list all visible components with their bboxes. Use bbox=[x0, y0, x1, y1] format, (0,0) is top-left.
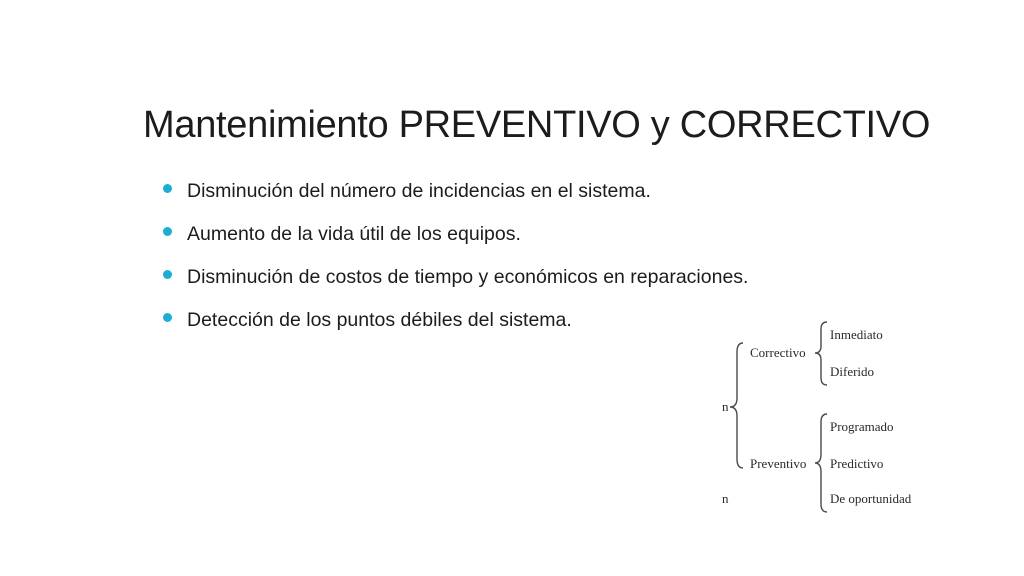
bullet-dot-icon bbox=[163, 184, 172, 193]
preventivo-child-de-oportunidad: De oportunidad bbox=[830, 491, 912, 506]
correctivo-brace bbox=[815, 322, 827, 385]
branch-label-preventivo: Preventivo bbox=[750, 456, 807, 471]
bullet-list bbox=[160, 174, 748, 346]
diagram-bottom-fragment: n bbox=[722, 491, 729, 506]
branch-label-correctivo: Correctivo bbox=[750, 345, 806, 360]
bullet-text: Aumento de la vida útil de los equipos. bbox=[187, 223, 521, 245]
bullet-dot-icon bbox=[163, 313, 172, 322]
preventivo-child-predictivo: Predictivo bbox=[830, 456, 884, 471]
bullet-item bbox=[160, 174, 748, 217]
bullet-item bbox=[160, 303, 748, 346]
maintenance-classification-diagram bbox=[712, 312, 952, 522]
preventivo-brace bbox=[815, 414, 827, 512]
bullet-text: Detección de los puntos débiles del sistema. bbox=[187, 309, 572, 331]
slide-title: Mantenimiento PREVENTIVO y CORRECTIVO bbox=[143, 104, 931, 146]
bullet-dot-icon bbox=[163, 227, 172, 236]
root-brace bbox=[730, 343, 743, 468]
bullet-item bbox=[160, 260, 748, 303]
bullet-text: Disminución del número de incidencias en el sistema. bbox=[187, 180, 651, 202]
correctivo-child-diferido: Diferido bbox=[830, 364, 875, 379]
correctivo-child-inmediato: Inmediato bbox=[830, 327, 883, 342]
bullet-dot-icon bbox=[163, 270, 172, 279]
bullet-item bbox=[160, 217, 748, 260]
diagram-root-fragment: n bbox=[722, 399, 729, 414]
preventivo-child-programado: Programado bbox=[830, 419, 894, 434]
bullet-text: Disminución de costos de tiempo y económicos en reparaciones. bbox=[187, 266, 749, 288]
